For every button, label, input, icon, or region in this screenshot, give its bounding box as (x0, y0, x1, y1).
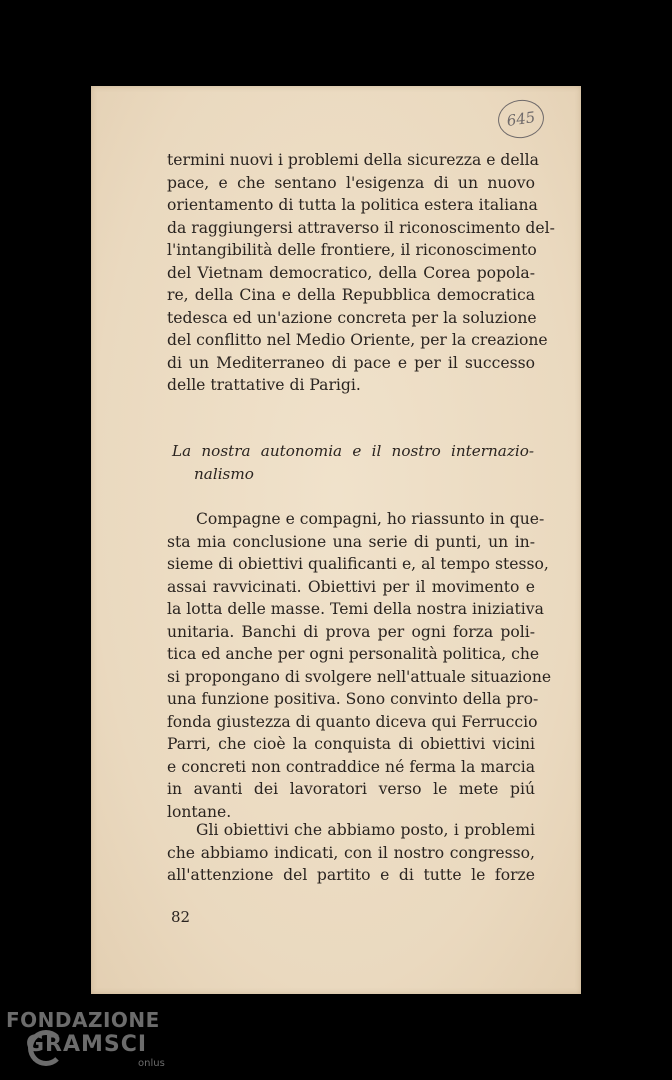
text-line: che abbiamo indicati, con il nostro congresso, (167, 843, 535, 862)
paragraph-1 (167, 149, 555, 397)
text-line: re, della Cina e della Repubblica democratica (167, 286, 535, 304)
text-line: lontane. (167, 802, 232, 821)
text-line: Parri, che cioè la conquista di obiettivi vicini (167, 735, 535, 753)
text-line: pace, e che sentano l'esigenza di un nuovo (167, 173, 535, 192)
text-line: una funzione positiva. Sono convinto della pro- (167, 690, 539, 708)
text-line: all'attenzione del partito e di tutte le forze (167, 866, 535, 884)
text-line: di un Mediterraneo di pace e per il successo (167, 353, 535, 372)
paragraph-3 (167, 819, 535, 887)
logo-text-line2: GRAMSCI (26, 1032, 148, 1057)
fondazione-gramsci-logo (6, 1008, 166, 1078)
text-line: delle trattative di Parigi. (167, 376, 361, 394)
text-line: del Vietnam democratico, della Corea popola- (167, 263, 535, 282)
text-line: e concreti non contraddice né ferma la marcia (167, 757, 535, 776)
text-line: in avanti dei lavoratori verso le mete piú (167, 780, 535, 798)
heading-line: La nostra autonomia e il nostro internazio- (172, 442, 534, 460)
logo-text-line3: onlus (138, 1058, 165, 1069)
text-line: si propongano di svolgere nell'attuale situazione (167, 667, 552, 686)
paragraph-2 (167, 508, 552, 823)
text-line: orientamento di tutta la politica estera italiana (167, 196, 538, 214)
text-line: fonda giustezza di quanto diceva qui Ferruccio (167, 712, 538, 731)
text-line: tica ed anche per ogni personalità politica, che (167, 645, 540, 663)
text-line: Compagne e compagni, ho riassunto in que- (196, 510, 545, 528)
text-line: tedesca ed un'azione concreta per la soluzione (167, 308, 537, 327)
text-line: Gli obiettivi che abbiamo posto, i problemi (196, 821, 535, 839)
text-line: sieme di obiettivi qualificanti e, al tempo stesso, (167, 555, 549, 573)
heading-line: nalismo (194, 465, 254, 483)
text-line: la lotta delle masse. Temi della nostra iniziativa (167, 600, 544, 618)
page-number: 82 (171, 908, 191, 926)
logo-text-line1: FONDAZIONE (6, 1008, 160, 1032)
text-line: termini nuovi i problemi della sicurezza e della (167, 151, 539, 169)
text-line: del conflitto nel Medio Oriente, per la creazione (167, 331, 548, 349)
text-line: assai ravvicinati. Obiettivi per il movimento e (167, 577, 535, 596)
text-line: da raggiungersi attraverso il riconoscimento del- (167, 218, 555, 237)
text-line: unitaria. Banchi di prova per ogni forza poli- (167, 622, 535, 641)
archive-stamp: 645 (496, 97, 547, 141)
section-heading (172, 440, 534, 486)
text-line: l'intangibilità delle frontiere, il riconoscimento (167, 241, 537, 259)
text-line: sta mia conclusione una serie di punti, un in- (167, 532, 535, 551)
